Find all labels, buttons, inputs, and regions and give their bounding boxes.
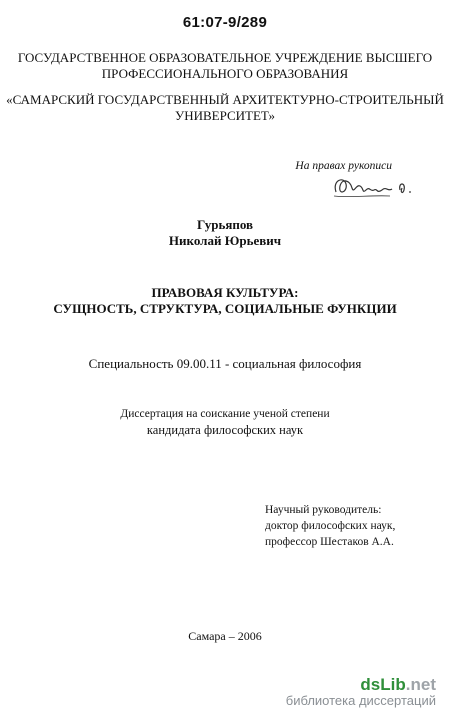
document-code: 61:07-9/289 xyxy=(182,14,268,31)
title-line-1: ПРАВОВАЯ КУЛЬТУРА: xyxy=(151,285,299,300)
rights-note: На правах рукописи xyxy=(295,160,392,172)
supervisor-degree: доктор философских наук, xyxy=(265,520,396,532)
watermark-lib: Lib xyxy=(380,675,406,694)
watermark[interactable] xyxy=(286,675,436,708)
university-name xyxy=(0,92,450,124)
handwritten-signature xyxy=(330,172,425,200)
title-line-2: СУЩНОСТЬ, СТРУКТУРА, СОЦИАЛЬНЫЕ ФУНКЦИИ xyxy=(53,301,397,316)
city-year: Самара – 2006 xyxy=(188,629,262,643)
degree-line-1: Диссертация на соискание ученой степени xyxy=(120,408,330,420)
watermark-ds: ds xyxy=(360,675,381,694)
degree-block xyxy=(0,406,450,438)
supervisor-block xyxy=(265,502,395,550)
university-line-2: УНИВЕРСИТЕТ» xyxy=(174,108,276,123)
author-surname: Гурьяпов xyxy=(196,217,254,232)
author-name: Николай Юрьевич xyxy=(168,233,282,248)
institution-type xyxy=(0,50,450,82)
university-line-1: «САМАРСКИЙ ГОСУДАРСТВЕННЫЙ АРХИТЕКТУРНО-СТРОИТЕЛЬНЫЙ xyxy=(6,92,444,107)
supervisor-name: профессор Шестаков А.А. xyxy=(265,536,394,548)
watermark-logo xyxy=(286,675,436,695)
degree-line-2: кандидата философских наук xyxy=(146,423,304,437)
institution-line-2: ПРОФЕССИОНАЛЬНОГО ОБРАЗОВАНИЯ xyxy=(101,66,349,81)
institution-line-1: ГОСУДАРСТВЕННОЕ ОБРАЗОВАТЕЛЬНОЕ УЧРЕЖДЕНИЕ ВЫСШЕГО xyxy=(17,50,433,65)
watermark-org: .net xyxy=(405,675,436,694)
specialty: Специальность 09.00.11 - социальная философия xyxy=(88,356,362,371)
supervisor-label: Научный руководитель: xyxy=(265,504,382,516)
dissertation-title xyxy=(0,285,450,317)
watermark-subtitle: библиотека диссертаций xyxy=(285,693,436,708)
author-block xyxy=(0,217,450,249)
